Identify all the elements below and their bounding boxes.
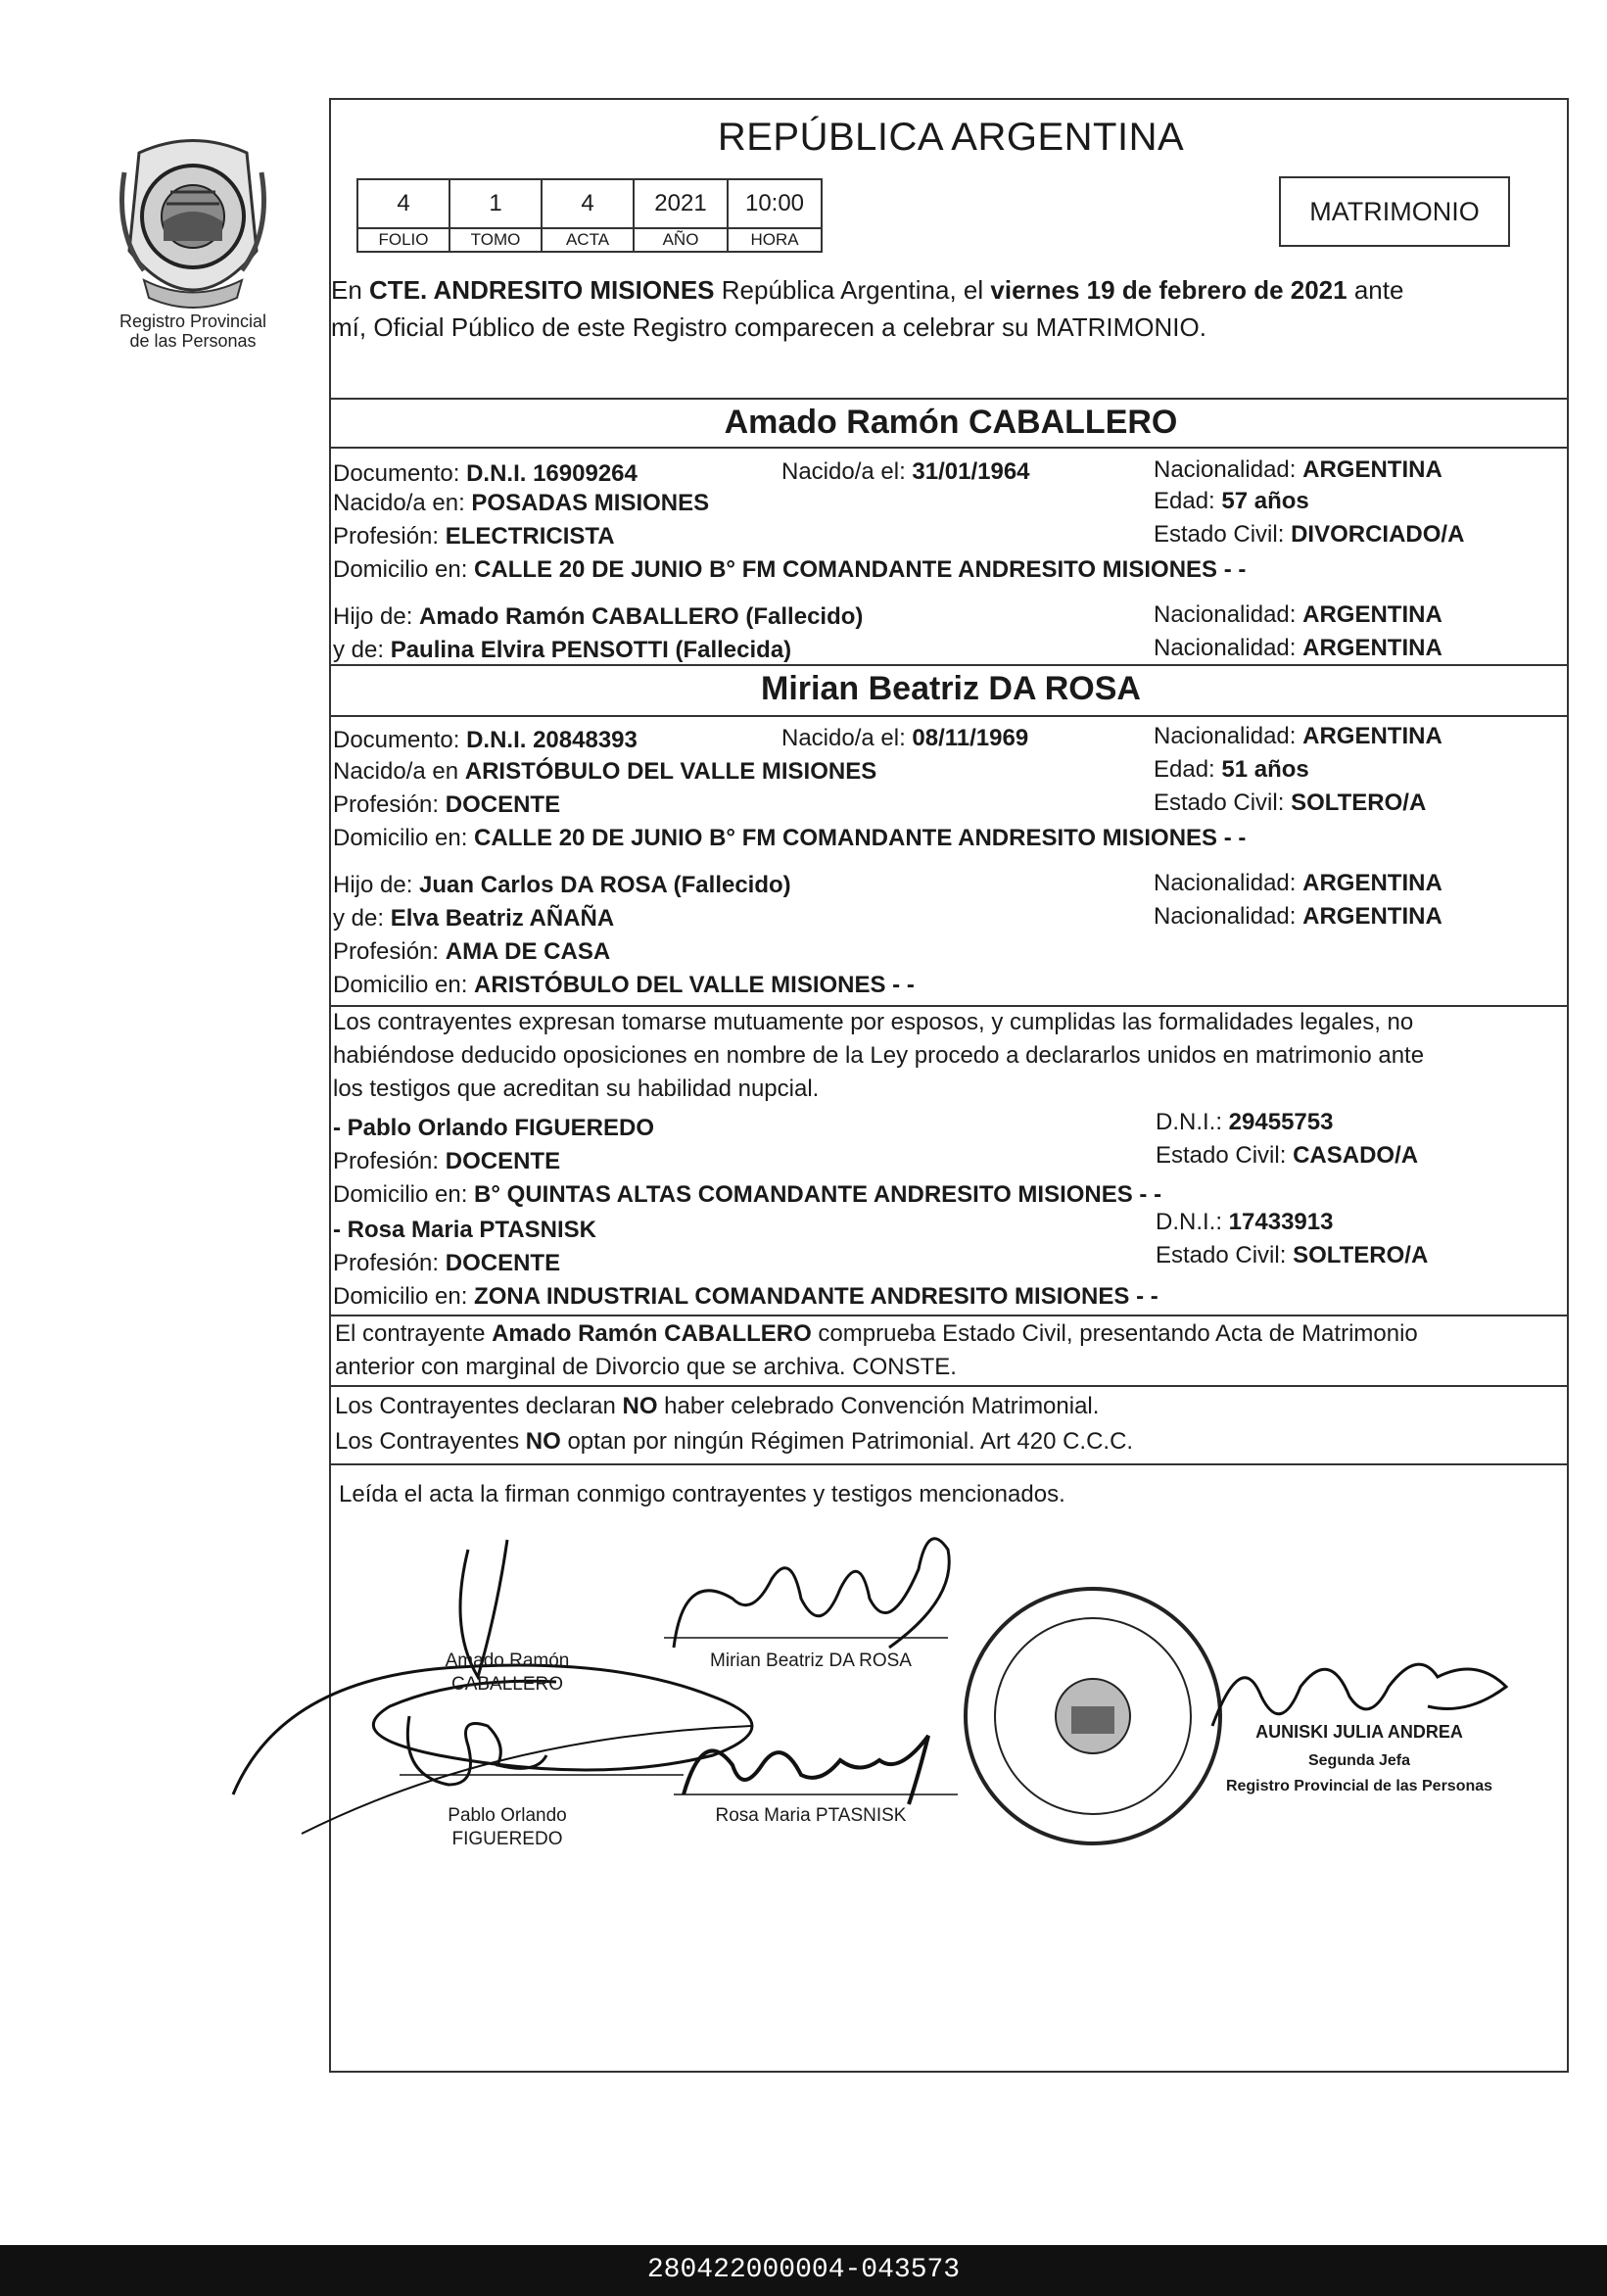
doc-type-box: MATRIMONIO bbox=[1279, 176, 1510, 247]
official-signature bbox=[1183, 1628, 1536, 1765]
anio-value: 2021 bbox=[634, 179, 728, 228]
groom-father: Hijo de: Amado Ramón CABALLERO (Fallecido) bbox=[333, 603, 864, 630]
groom-birthplace: Nacido/a en: POSADAS MISIONES bbox=[333, 490, 710, 516]
tomo-value: 1 bbox=[449, 179, 542, 228]
witness1-signature bbox=[390, 1677, 703, 1804]
bride-age: Edad: 51 años bbox=[1154, 756, 1309, 783]
folio-table bbox=[356, 178, 823, 253]
bride-name: Mirian Beatriz DA ROSA bbox=[761, 670, 1141, 707]
bride-civil-status: Estado Civil: SOLTERO/A bbox=[1154, 789, 1427, 816]
official-name: AUNISKI JULIA ANDREA bbox=[1255, 1722, 1463, 1742]
hora-value: 10:00 bbox=[728, 179, 822, 228]
hora-label: HORA bbox=[728, 228, 822, 252]
bride-birthplace: Nacido/a en ARISTÓBULO DEL VALLE MISIONES bbox=[333, 758, 877, 785]
logo-caption-line2: de las Personas bbox=[129, 331, 257, 351]
anio-label: AÑO bbox=[634, 228, 728, 252]
note-line1: El contrayente Amado Ramón CABALLERO comprueba Estado Civil, presentando Acta de Matrimonio bbox=[335, 1320, 1418, 1347]
regime-line: Los Contrayentes NO optan por ningún Régimen Patrimonial. Art 420 C.C.C. bbox=[335, 1428, 1134, 1455]
declaration-line3: los testigos que acreditan su habilidad nupcial. bbox=[333, 1076, 820, 1102]
province-seal-logo bbox=[110, 133, 276, 319]
acta-label: ACTA bbox=[542, 228, 634, 252]
witness2-signature bbox=[664, 1716, 977, 1814]
bride-sign-label: Mirian Beatriz DA ROSA bbox=[710, 1650, 912, 1671]
intro-line2: mí, Oficial Público de este Registro comparecen a celebrar su MATRIMONIO. bbox=[331, 312, 1206, 342]
witness1-dni: D.N.I.: 29455753 bbox=[1156, 1109, 1334, 1135]
bride-signature bbox=[654, 1510, 977, 1667]
groom-father-nationality: Nacionalidad: ARGENTINA bbox=[1154, 601, 1442, 628]
groom-mother: y de: Paulina Elvira PENSOTTI (Fallecida) bbox=[333, 637, 792, 663]
witness2-address: Domicilio en: ZONA INDUSTRIAL COMANDANTE ANDRESITO MISIONES - - bbox=[333, 1283, 1158, 1310]
groom-address: Domicilio en: CALLE 20 DE JUNIO B° FM COMANDANTE ANDRESITO MISIONES - - bbox=[333, 556, 1247, 583]
bride-mother-profession: Profesión: AMA DE CASA bbox=[333, 938, 611, 965]
folio-label: FOLIO bbox=[357, 228, 449, 252]
intro-line1: En CTE. ANDRESITO MISIONES República Argentina, el viernes 19 de febrero de 2021 ante bbox=[331, 275, 1404, 305]
groom-civil-status: Estado Civil: DIVORCIADO/A bbox=[1154, 521, 1465, 548]
groom-name: Amado Ramón CABALLERO bbox=[724, 404, 1178, 441]
witness1-name: - Pablo Orlando FIGUEREDO bbox=[333, 1115, 655, 1141]
groom-born: Nacido/a el: 31/01/1964 bbox=[781, 458, 1030, 485]
witness1-civil-status: Estado Civil: CASADO/A bbox=[1156, 1142, 1419, 1169]
witness1-address: Domicilio en: B° QUINTAS ALTAS COMANDANTE ANDRESITO MISIONES - - bbox=[333, 1181, 1162, 1208]
bride-profession: Profesión: DOCENTE bbox=[333, 791, 561, 818]
declaration-line2: habiéndose deducido oposiciones en nombre de la Ley procedo a declararlos unidos en matrimonio ante bbox=[333, 1042, 1425, 1069]
document-barcode-number: 280422000004-043573 bbox=[0, 2245, 1607, 2296]
groom-sign-label: Amado Ramón CABALLERO bbox=[445, 1650, 570, 1695]
folio-value: 4 bbox=[357, 179, 449, 228]
witness1-sign-label: Pablo Orlando FIGUEREDO bbox=[448, 1805, 567, 1849]
groom-age: Edad: 57 años bbox=[1154, 488, 1309, 514]
document-title: REPÚBLICA ARGENTINA bbox=[717, 116, 1185, 159]
note-line2: anterior con marginal de Divorcio que se archiva. CONSTE. bbox=[335, 1354, 957, 1380]
declaration-line1: Los contrayentes expresan tomarse mutuamente por esposos, y cumplidas las formalidades legales, no bbox=[333, 1009, 1414, 1035]
groom-mother-nationality: Nacionalidad: ARGENTINA bbox=[1154, 635, 1442, 661]
groom-nationality: Nacionalidad: ARGENTINA bbox=[1154, 456, 1442, 483]
bride-father: Hijo de: Juan Carlos DA ROSA (Fallecido) bbox=[333, 872, 791, 898]
certificate-frame bbox=[329, 98, 1569, 2073]
logo-caption-line1: Registro Provincial bbox=[118, 311, 267, 331]
convention-line: Los Contrayentes declaran NO haber celebrado Convención Matrimonial. bbox=[335, 1393, 1100, 1419]
closing-text: Leída el acta la firman conmigo contrayentes y testigos mencionados. bbox=[339, 1481, 1065, 1507]
bride-mother-nationality: Nacionalidad: ARGENTINA bbox=[1154, 903, 1442, 930]
bride-father-nationality: Nacionalidad: ARGENTINA bbox=[1154, 870, 1442, 896]
logo-caption bbox=[80, 311, 306, 351]
bride-mother: y de: Elva Beatriz AÑAÑA bbox=[333, 905, 615, 932]
bride-mother-address: Domicilio en: ARISTÓBULO DEL VALLE MISIONES - - bbox=[333, 972, 915, 998]
bride-address: Domicilio en: CALLE 20 DE JUNIO B° FM COMANDANTE ANDRESITO MISIONES - - bbox=[333, 825, 1247, 851]
bride-doc: Documento: D.N.I. 20848393 bbox=[333, 727, 638, 753]
witness2-civil-status: Estado Civil: SOLTERO/A bbox=[1156, 1242, 1429, 1268]
witness2-name: - Rosa Maria PTASNISK bbox=[333, 1217, 596, 1243]
witness2-dni: D.N.I.: 17433913 bbox=[1156, 1209, 1334, 1235]
witness2-sign-label: Rosa Maria PTASNISK bbox=[715, 1805, 907, 1826]
bride-nationality: Nacionalidad: ARGENTINA bbox=[1154, 723, 1442, 749]
groom-profession: Profesión: ELECTRICISTA bbox=[333, 523, 615, 550]
witness1-profession: Profesión: DOCENTE bbox=[333, 1148, 561, 1174]
tomo-label: TOMO bbox=[449, 228, 542, 252]
official-role: Segunda Jefa bbox=[1307, 1752, 1411, 1769]
acta-value: 4 bbox=[542, 179, 634, 228]
bride-born: Nacido/a el: 08/11/1969 bbox=[781, 725, 1029, 751]
witness2-profession: Profesión: DOCENTE bbox=[333, 1250, 561, 1276]
groom-doc: Documento: D.N.I. 16909264 bbox=[333, 460, 638, 487]
official-office: Registro Provincial de las Personas bbox=[1225, 1778, 1493, 1794]
